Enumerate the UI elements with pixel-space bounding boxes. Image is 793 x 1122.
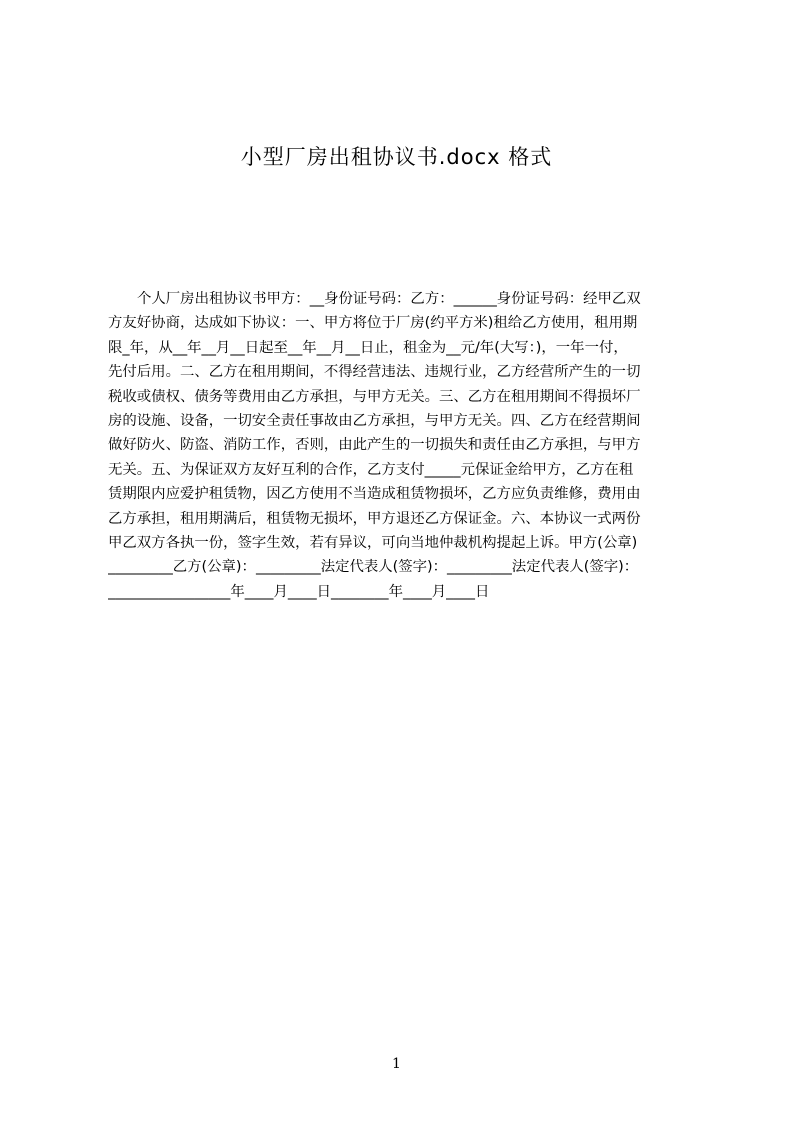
body-line: 限_年，从__年__月__日起至__年__月__日止，租金为__元/年(大写：)，一年一付， [108,339,628,356]
body-line: 先付后用。二、乙方在租用期间，不得经营违法、违规行业，乙方经营所产生的一切 [108,364,641,381]
body-line: 无关。五、为保证双方友好互利的合作，乙方支付_____元保证金给甲方，乙方在租 [108,461,634,478]
body-line: 税收或债权、债务等费用由乙方承担，与甲方无关。三、乙方在租用期间不得损坏厂 [108,388,641,405]
body-line: _________乙方(公章)：_________法定代表人(签字)：_________法定代表人(签字)： [108,559,639,576]
body-line: 做好防火、防盗、消防工作，否则，由此产生的一切损失和责任由乙方承担，与甲方 [108,437,641,454]
body-line: 赁期限内应爱护租赁物，因乙方使用不当造成租赁物损坏，乙方应负责维修，费用由 [108,486,641,503]
document-title: 小型厂房出租协议书.docx 格式 [240,145,553,169]
agreement-body [108,287,700,604]
body-line: 甲乙双方各执一份，签字生效，若有异议，可向当地仲裁机构提起上诉。甲方(公章) [108,534,638,551]
body-line: 乙方承担，租用期满后，租赁物无损坏，甲方退还乙方保证金。六、本协议一式两份 [108,510,641,527]
body-line: 个人厂房出租协议书甲方：__身份证号码：乙方：______身份证号码：经甲乙双 [137,291,641,307]
page-number: 1 [392,1056,401,1072]
body-line: _________________年____月____日________年____月____日 [108,583,490,600]
body-line: 房的设施、设备，一切安全责任事故由乙方承担，与甲方无关。四、乙方在经营期间 [108,412,641,429]
body-line: 方友好协商，达成如下协议：一、甲方将位于厂房(约平方米)租给乙方使用，租用期 [108,315,638,332]
